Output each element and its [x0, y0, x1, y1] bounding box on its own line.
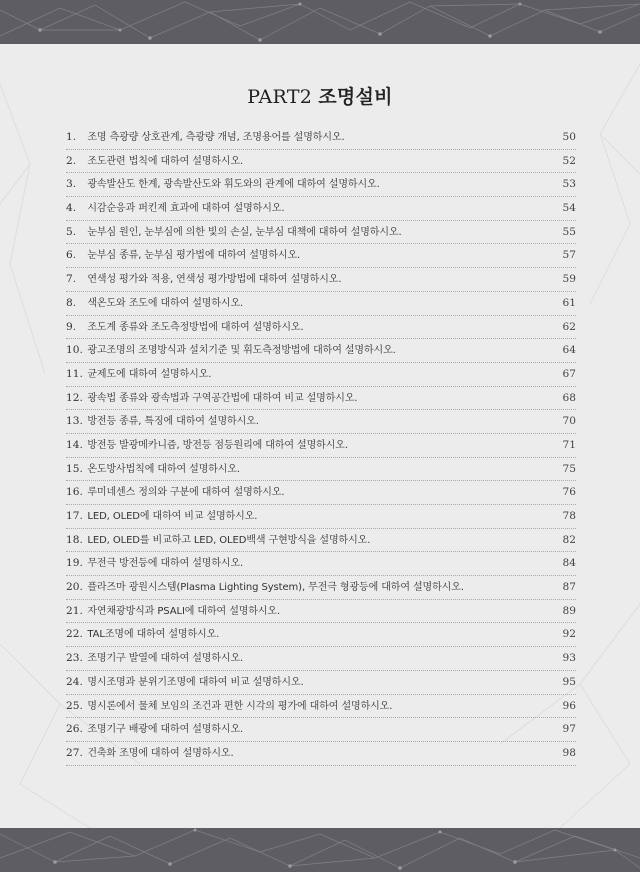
- toc-number: 6.: [66, 249, 77, 262]
- toc-text: 광속법 종류와 광속법과 구역공간법에 대하여 비교 설명하시오.: [87, 392, 358, 404]
- toc-text: LED, OLED에 대하여 비교 설명하시오.: [87, 511, 258, 522]
- toc-number: 3.: [66, 178, 77, 191]
- toc-text: 조명기구 발열에 대하여 설명하시오.: [87, 653, 244, 665]
- toc-page: 96: [562, 699, 576, 712]
- toc-item[interactable]: [66, 150, 576, 174]
- network-pattern-top: [0, 0, 640, 44]
- toc-number: 14.: [66, 438, 83, 451]
- toc-page: 89: [562, 604, 576, 617]
- toc-text: 무전극 방전등에 대하여 설명하시오.: [87, 558, 244, 570]
- toc-page: 95: [562, 675, 576, 688]
- toc-item[interactable]: [66, 671, 576, 695]
- toc-item[interactable]: [66, 173, 576, 197]
- toc-item[interactable]: [66, 552, 576, 576]
- toc-page: 64: [562, 344, 576, 357]
- toc-page: 76: [562, 486, 576, 499]
- toc-page: 78: [562, 510, 576, 522]
- toc-number: 24.: [66, 675, 83, 688]
- toc-number: 26.: [66, 723, 83, 736]
- toc-number: 15.: [66, 462, 83, 475]
- toc-page: 93: [562, 652, 576, 665]
- toc-item[interactable]: [66, 197, 576, 221]
- toc-text: 연색성 평가와 적용, 연색성 평가방법에 대하여 설명하시오.: [87, 274, 342, 286]
- toc-page: 59: [562, 273, 576, 286]
- toc-item[interactable]: [66, 268, 576, 292]
- toc-number: 7.: [66, 273, 77, 286]
- toc-item[interactable]: [66, 481, 576, 505]
- toc-number: 22.: [66, 628, 83, 641]
- toc-page: 57: [562, 249, 576, 262]
- toc-text: 조명 측광량 상호관계, 측광량 개념, 조명용어를 설명하시오.: [87, 132, 345, 143]
- toc-page: 53: [562, 178, 576, 191]
- toc-item[interactable]: [66, 529, 576, 553]
- toc-page: 52: [562, 154, 576, 167]
- toc-text: 조도계 종류와 조도측정방법에 대하여 설명하시오.: [87, 321, 304, 333]
- toc-number: 17.: [66, 510, 83, 522]
- toc-text: 명시론에서 물체 보임의 조건과 편한 시각의 평가에 대하여 설명하시오.: [87, 700, 393, 712]
- toc-item[interactable]: [66, 244, 576, 268]
- toc-number: 10.: [66, 344, 83, 357]
- toc-number: 12.: [66, 391, 83, 404]
- toc-text: 플라즈마 광원시스템(Plasma Lighting System), 무전극 형광등에 대하여 설명하시오.: [87, 582, 464, 594]
- toc-item[interactable]: [66, 316, 576, 340]
- toc-item[interactable]: [66, 363, 576, 387]
- toc-number: 8.: [66, 296, 77, 309]
- toc-number: 20.: [66, 581, 83, 594]
- toc-text: 루미네센스 정의와 구분에 대하여 설명하시오.: [87, 487, 285, 499]
- toc-text: 방전등 발광메카니즘, 방전등 점등원리에 대하여 설명하시오.: [87, 439, 348, 451]
- toc-page: 87: [562, 581, 576, 594]
- toc-number: 25.: [66, 699, 83, 712]
- toc-item[interactable]: [66, 623, 576, 647]
- toc-item[interactable]: [66, 292, 576, 316]
- toc-text: 광고조명의 조명방식과 설치기준 및 휘도측정방법에 대하여 설명하시오.: [87, 345, 396, 357]
- toc-item[interactable]: [66, 410, 576, 434]
- toc-text: 눈부심 원인, 눈부심에 의한 빛의 손실, 눈부심 대책에 대하여 설명하시오.: [87, 226, 402, 238]
- toc-page: 92: [562, 628, 576, 641]
- toc-page: 67: [562, 367, 576, 380]
- toc-text: 조도관련 법칙에 대하여 설명하시오.: [87, 155, 244, 167]
- toc-number: 2.: [66, 154, 77, 167]
- toc-number: 13.: [66, 415, 83, 428]
- toc-text: 명시조명과 분위기조명에 대하여 비교 설명하시오.: [87, 676, 304, 688]
- toc-page: 61: [562, 296, 576, 309]
- toc-item[interactable]: [66, 647, 576, 671]
- toc-text: TAL조명에 대하여 설명하시오.: [87, 629, 220, 641]
- table-of-contents: [66, 126, 576, 766]
- toc-text: 온도방사법칙에 대하여 설명하시오.: [87, 463, 241, 475]
- toc-text: 건축화 조명에 대하여 설명하시오.: [87, 747, 234, 759]
- toc-item[interactable]: [66, 458, 576, 482]
- toc-page: 54: [562, 202, 576, 215]
- header-band: [0, 0, 640, 44]
- toc-number: 11.: [66, 367, 83, 380]
- toc-page: 75: [562, 462, 576, 475]
- toc-number: 23.: [66, 652, 83, 665]
- toc-item[interactable]: [66, 576, 576, 600]
- toc-text: 자연채광방식과 PSALI에 대하여 설명하시오.: [87, 605, 281, 617]
- toc-page: 97: [562, 723, 576, 736]
- toc-number: 27.: [66, 746, 83, 759]
- toc-item[interactable]: [66, 505, 576, 529]
- toc-item[interactable]: [66, 126, 576, 150]
- contents-page: [0, 44, 640, 828]
- toc-text: 균제도에 대하여 설명하시오.: [87, 368, 212, 380]
- toc-number: 18.: [66, 533, 83, 546]
- page-title: [0, 82, 640, 109]
- toc-text: 방전등 종류, 특징에 대하여 설명하시오.: [87, 416, 259, 428]
- toc-item[interactable]: [66, 221, 576, 245]
- toc-page: 55: [562, 225, 576, 238]
- part-subject: 조명설비: [318, 86, 393, 108]
- toc-number: 19.: [66, 557, 83, 570]
- toc-page: 50: [562, 131, 576, 143]
- toc-page: 62: [562, 320, 576, 333]
- toc-page: 68: [562, 391, 576, 404]
- toc-text: 색온도와 조도에 대하여 설명하시오.: [87, 297, 244, 309]
- toc-number: 5.: [66, 225, 77, 238]
- toc-page: 84: [562, 557, 576, 570]
- toc-page: 71: [562, 438, 576, 451]
- toc-number: 9.: [66, 320, 77, 333]
- toc-page: 82: [562, 533, 576, 546]
- toc-item[interactable]: [66, 718, 576, 742]
- toc-item[interactable]: [66, 434, 576, 458]
- toc-page: 98: [562, 746, 576, 759]
- toc-text: 조명기구 배광에 대하여 설명하시오.: [87, 724, 244, 736]
- toc-item[interactable]: [66, 742, 576, 766]
- toc-item[interactable]: [66, 600, 576, 624]
- part-number: PART2: [247, 86, 313, 108]
- toc-item[interactable]: [66, 387, 576, 411]
- toc-text: 광속발산도 한계, 광속발산도와 휘도와의 관계에 대하여 설명하시오.: [87, 179, 380, 191]
- toc-number: 21.: [66, 604, 83, 617]
- toc-text: LED, OLED를 비교하고 LED, OLED백색 구현방식을 설명하시오.: [87, 534, 371, 546]
- toc-number: 1.: [66, 131, 77, 143]
- toc-number: 4.: [66, 202, 77, 215]
- toc-item[interactable]: [66, 339, 576, 363]
- network-pattern-bottom: [0, 828, 640, 872]
- toc-page: 70: [562, 415, 576, 428]
- toc-item[interactable]: [66, 695, 576, 719]
- footer-band: [0, 828, 640, 872]
- toc-number: 16.: [66, 486, 83, 499]
- toc-text: 시감순응과 퍼킨제 효과에 대하여 설명하시오.: [87, 203, 285, 215]
- toc-text: 눈부심 종류, 눈부심 평가법에 대하여 설명하시오.: [87, 250, 301, 262]
